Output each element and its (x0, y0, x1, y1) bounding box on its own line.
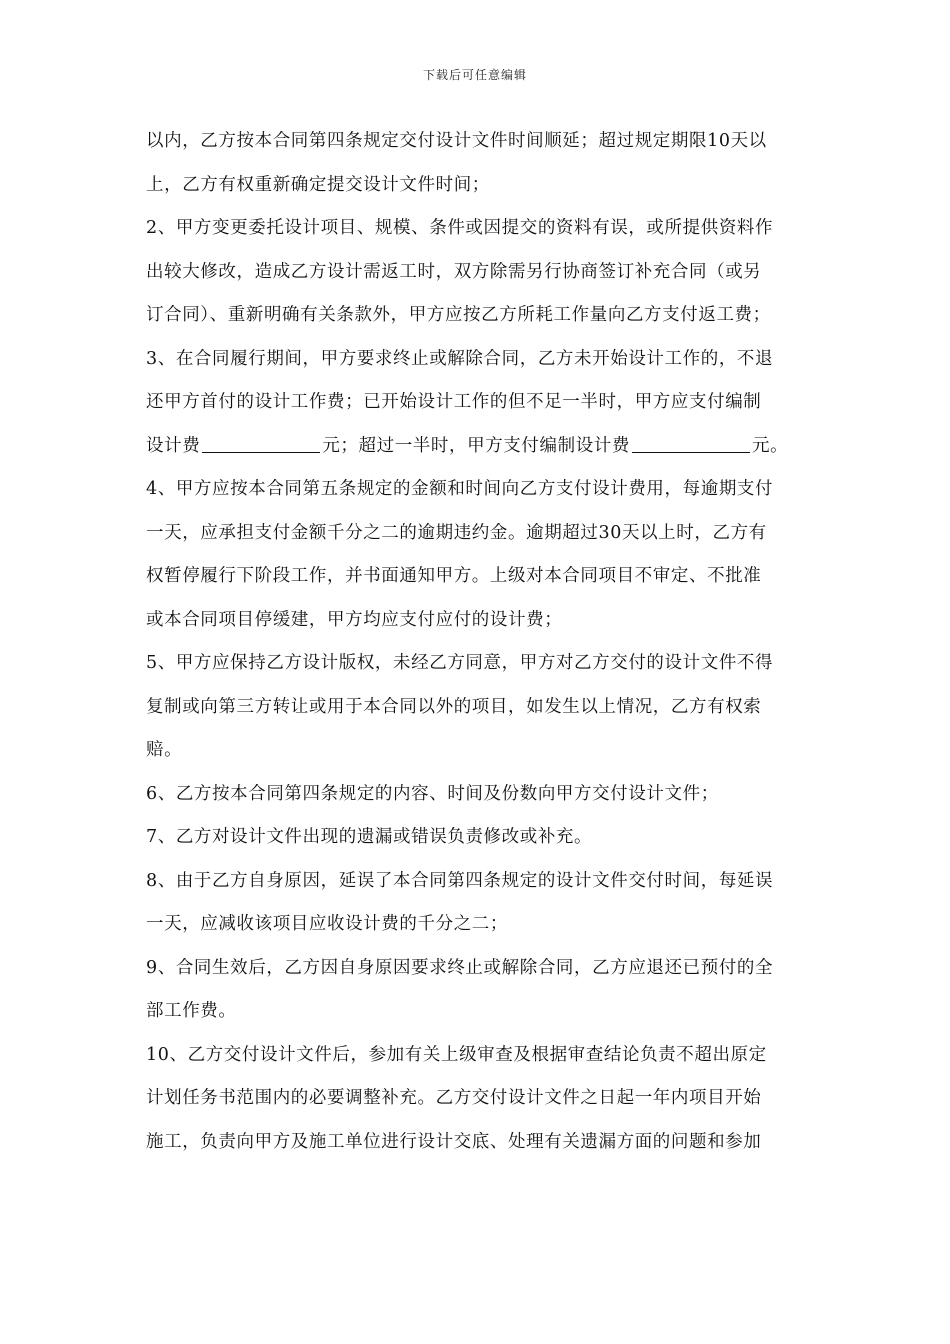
text-line: 5、甲方应保持乙方设计版权，未经乙方同意，甲方对乙方交付的设计文件不得 (146, 653, 774, 673)
text-line: 出较大修改，造成乙方设计需返工时，双方除需另行协商签订补充合同（或另 (146, 261, 762, 282)
fee-label: 设计费 (146, 435, 201, 456)
text-line: 赔。 (146, 740, 183, 760)
text-line: 订合同）、重新明确有关条款外，甲方应按乙方所耗工作量向乙方支付返工费； (146, 305, 771, 325)
text-line: 3、在合同履行期间，甲方要求终止或解除合同，乙方未开始设计工作的，不退 (146, 348, 774, 369)
text-line: 一天，应承担支付金额千分之二的逾期违约金。逾期超过30天以上时，乙方有 (146, 522, 767, 543)
page-header: 下载后可任意编辑 (422, 68, 527, 82)
text-line: 10、乙方交付设计文件后，参加有关上级审查及根据审查结论负责不超出原定 (146, 1044, 767, 1065)
text-line: 以内，乙方按本合同第四条规定交付设计文件时间顺延；超过规定期限10天以 (146, 131, 767, 151)
text-line: 部工作费。 (146, 1001, 237, 1021)
text-line: 7、乙方对设计文件出现的遗漏或错误负责修改或补充。 (146, 827, 593, 847)
text-line: 计划任务书范围内的必要调整补充。乙方交付设计文件之日起一年内项目开始 (146, 1088, 762, 1108)
fee-blank-1 (202, 434, 320, 453)
text-line: 或本合同项目停缓建，甲方均应支付应付的设计费； (146, 609, 563, 630)
text-line: 一天，应减收该项目应收设计费的千分之二； (146, 914, 508, 934)
fee-middle-text: 元；超过一半时，甲方支付编制设计费 (322, 435, 631, 456)
text-line: 复制或向第三方转让或用于本合同以外的项目，如发生以上情况，乙方有权索 (146, 696, 762, 717)
text-line: 权暂停履行下阶段工作，并书面通知甲方。上级对本合同项目不审定、不批准 (146, 566, 762, 586)
text-line: 6、乙方按本合同第四条规定的内容、时间及份数向甲方交付设计文件； (146, 783, 719, 804)
text-line: 9、合同生效后，乙方因自身原因要求终止或解除合同，乙方应退还已预付的全 (146, 957, 774, 978)
text-line: 4、甲方应按本合同第五条规定的金额和时间向乙方支付设计费用，每逾期支付 (146, 479, 774, 499)
text-line: 8、由于乙方自身原因，延误了本合同第四条规定的设计文件交付时间，每延误 (146, 870, 774, 891)
contract-body (146, 120, 806, 1164)
fee-blank-2 (632, 434, 750, 453)
text-line-with-blanks (146, 425, 806, 469)
fee-end-text: 元。 (752, 435, 789, 456)
text-line: 还甲方首付的设计工作费；已开始设计工作的但不足一半时，甲方应支付编制 (146, 392, 762, 412)
text-line: 施工，负责向甲方及施工单位进行设计交底、处理有关遗漏方面的问题和参加 (146, 1131, 762, 1152)
text-line: 上，乙方有权重新确定提交设计文件时间； (146, 174, 490, 195)
text-line: 2、甲方变更委托设计项目、规模、条件或因提交的资料有误，或所提供资料作 (146, 218, 774, 238)
